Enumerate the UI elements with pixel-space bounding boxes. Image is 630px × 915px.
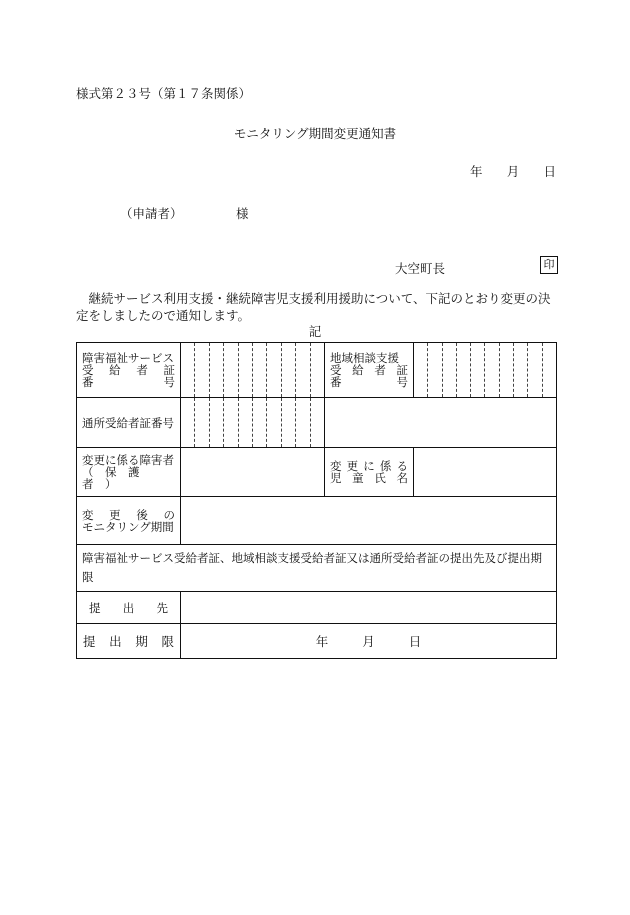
changed-child-label: 変 更 に 係 る 児 童 氏 名 xyxy=(325,448,414,497)
table-row xyxy=(77,398,557,448)
changed-person-field[interactable] xyxy=(181,448,325,497)
table-row xyxy=(77,624,557,659)
day-care-cert-label: 通所受給者証番号 xyxy=(77,398,181,448)
deadline-month-label: 月 xyxy=(362,634,375,649)
changed-person-label: 変更に係る障害者 （ 保 護 者 ） xyxy=(77,448,181,497)
new-period-field[interactable] xyxy=(181,497,557,545)
issuer-name: 大空町長 xyxy=(395,261,446,276)
notice-table xyxy=(76,342,557,659)
ki-heading: 記 xyxy=(308,324,322,339)
deadline-day-label: 日 xyxy=(408,634,422,649)
regional-cert-number-field[interactable] xyxy=(414,343,557,398)
submission-note: 障害福祉サービス受給者証、地域相談支援受給者証又は通所受給者証の提出先及び提出期限 xyxy=(77,545,557,592)
disability-cert-label: 障害福祉サービス 受 給 者 証 番 号 xyxy=(77,343,181,398)
submit-to-label: 提 出 先 xyxy=(77,592,181,624)
seal-mark: 印 xyxy=(540,256,558,274)
issue-date xyxy=(470,162,556,180)
date-day-label: 日 xyxy=(543,164,556,179)
notice-body: 継続サービス利用支援・継続障害児支援利用援助について、下記のとおり変更の決定をしましたので通知します。 xyxy=(76,291,551,323)
table-row xyxy=(77,545,557,592)
document-title: モニタリング期間変更通知書 xyxy=(233,126,397,141)
deadline-year-label: 年 xyxy=(315,634,329,649)
date-year-label: 年 xyxy=(470,164,483,179)
table-row xyxy=(77,497,557,545)
applicant-honorific: 様 xyxy=(236,206,249,221)
table-row xyxy=(77,343,557,398)
new-period-label: 変 更 後 の モニタリング期間 xyxy=(77,497,181,545)
form-number: 様式第２３号（第１７条関係） xyxy=(76,86,252,101)
submit-deadline-field[interactable] xyxy=(181,624,557,659)
changed-child-field[interactable] xyxy=(414,448,557,497)
day-care-cert-blank xyxy=(325,398,557,448)
regional-cert-label: 地域相談支援 受 給 者 証 番 号 xyxy=(325,343,414,398)
table-row xyxy=(77,448,557,497)
table-row xyxy=(77,592,557,624)
submit-to-field[interactable] xyxy=(181,592,557,624)
day-care-cert-number-field[interactable] xyxy=(181,398,325,448)
date-month-label: 月 xyxy=(506,164,520,179)
disability-cert-number-field[interactable] xyxy=(181,343,325,398)
submit-deadline-label: 提 出 期 限 xyxy=(77,624,181,659)
applicant-label: （申請者） xyxy=(120,206,183,221)
